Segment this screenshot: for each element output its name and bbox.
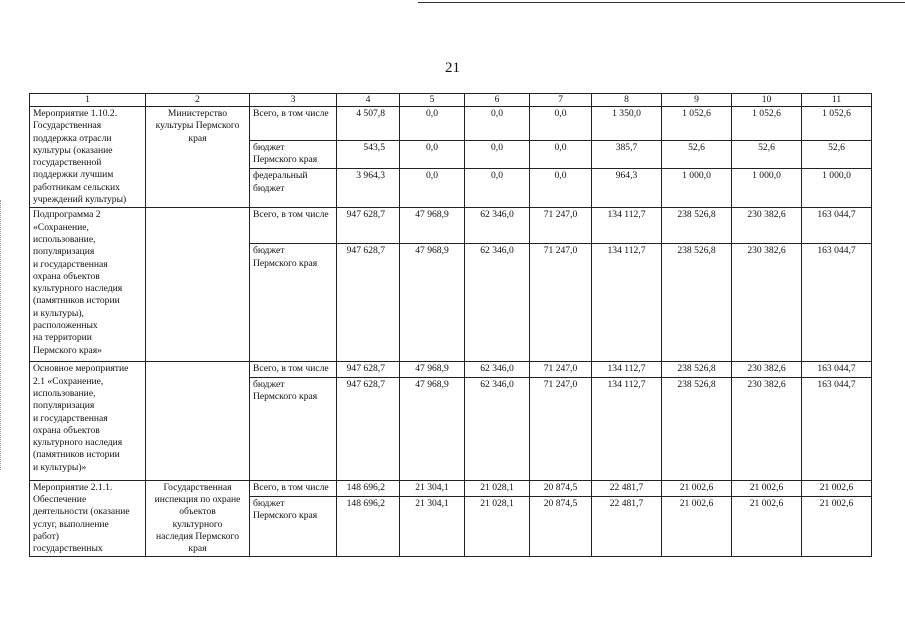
amount-cell: 0,0	[530, 140, 592, 168]
amount-cell: 21 002,6	[662, 480, 732, 496]
column-header: 11	[802, 94, 872, 107]
funding-source-cell: бюджет Пермского края	[250, 377, 337, 480]
measure-cell: Основное мероприятие 2.1 «Сохранение, использование, популяризация и государственная охрана объектов культурного наследия (памятников истории и культуры)»	[30, 362, 146, 480]
amount-cell: 1 052,6	[732, 107, 802, 141]
column-header: 1	[30, 94, 146, 107]
amount-cell: 163 044,7	[802, 377, 872, 480]
top-rule	[418, 2, 905, 3]
amount-cell: 21 028,1	[465, 480, 530, 496]
amount-cell: 0,0	[465, 140, 530, 168]
amount-cell: 47 968,9	[400, 208, 465, 244]
column-header: 2	[146, 94, 250, 107]
amount-cell: 22 481,7	[592, 480, 662, 496]
amount-cell: 20 874,5	[530, 480, 592, 496]
amount-cell: 71 247,0	[530, 377, 592, 480]
table-row	[30, 362, 872, 377]
amount-cell: 0,0	[400, 107, 465, 141]
amount-cell: 21 304,1	[400, 480, 465, 496]
amount-cell: 134 112,7	[592, 377, 662, 480]
amount-cell: 62 346,0	[465, 208, 530, 244]
funding-source-cell: Всего, в том числе	[250, 107, 337, 141]
amount-cell: 21 002,6	[732, 480, 802, 496]
amount-cell: 385,7	[592, 140, 662, 168]
amount-cell: 148 696,2	[337, 497, 400, 557]
amount-cell: 230 382,6	[732, 208, 802, 244]
amount-cell: 0,0	[530, 169, 592, 208]
funding-source-cell: бюджет Пермского края	[250, 244, 337, 362]
amount-cell: 62 346,0	[465, 244, 530, 362]
amount-cell: 0,0	[400, 140, 465, 168]
amount-cell: 47 968,9	[400, 377, 465, 480]
funding-source-cell: Всего, в том числе	[250, 208, 337, 244]
column-header: 5	[400, 94, 465, 107]
amount-cell: 964,3	[592, 169, 662, 208]
amount-cell: 47 968,9	[400, 362, 465, 377]
table-row	[30, 208, 872, 244]
amount-cell: 21 002,6	[802, 480, 872, 496]
amount-cell: 1 350,0	[592, 107, 662, 141]
amount-cell: 1 052,6	[662, 107, 732, 141]
column-header: 6	[465, 94, 530, 107]
executor-cell	[146, 362, 250, 480]
column-header: 7	[530, 94, 592, 107]
table-row	[30, 107, 872, 141]
measure-cell: Подпрограмма 2 «Сохранение, использование, популяризация и государственная охрана объектов культурного наследия (памятников истории и культуры), расположенных на территории Пермского края»	[30, 208, 146, 362]
measure-cell: Мероприятие 1.10.2. Государственная поддержка отрасли культуры (оказание государственной поддержки лучшим работникам сельских учреждений культуры)	[30, 107, 146, 208]
amount-cell: 134 112,7	[592, 208, 662, 244]
amount-cell: 22 481,7	[592, 497, 662, 557]
amount-cell: 230 382,6	[732, 244, 802, 362]
amount-cell: 163 044,7	[802, 244, 872, 362]
amount-cell: 71 247,0	[530, 208, 592, 244]
executor-cell	[146, 208, 250, 362]
column-header: 9	[662, 94, 732, 107]
amount-cell: 148 696,2	[337, 480, 400, 496]
funding-source-cell: федеральный бюджет	[250, 169, 337, 208]
amount-cell: 543,5	[337, 140, 400, 168]
header-row	[30, 94, 872, 107]
amount-cell: 230 382,6	[732, 377, 802, 480]
amount-cell: 230 382,6	[732, 362, 802, 377]
amount-cell: 21 002,6	[662, 497, 732, 557]
funding-source-cell: бюджет Пермского края	[250, 497, 337, 557]
amount-cell: 71 247,0	[530, 362, 592, 377]
amount-cell: 0,0	[530, 107, 592, 141]
page-edge	[0, 200, 1, 470]
measure-cell: Мероприятие 2.1.1. Обеспечение деятельности (оказание услуг, выполнение работ) государственных	[30, 480, 146, 557]
column-header: 10	[732, 94, 802, 107]
amount-cell: 1 052,6	[802, 107, 872, 141]
amount-cell: 20 874,5	[530, 497, 592, 557]
table-row	[30, 480, 872, 496]
amount-cell: 134 112,7	[592, 244, 662, 362]
amount-cell: 21 002,6	[732, 497, 802, 557]
amount-cell: 238 526,8	[662, 377, 732, 480]
amount-cell: 62 346,0	[465, 362, 530, 377]
amount-cell: 947 628,7	[337, 244, 400, 362]
amount-cell: 238 526,8	[662, 362, 732, 377]
amount-cell: 47 968,9	[400, 244, 465, 362]
amount-cell: 1 000,0	[732, 169, 802, 208]
funding-source-cell: Всего, в том числе	[250, 362, 337, 377]
amount-cell: 52,6	[732, 140, 802, 168]
amount-cell: 21 304,1	[400, 497, 465, 557]
funding-source-cell: бюджет Пермского края	[250, 140, 337, 168]
column-header: 4	[337, 94, 400, 107]
column-header: 3	[250, 94, 337, 107]
amount-cell: 947 628,7	[337, 377, 400, 480]
amount-cell: 163 044,7	[802, 208, 872, 244]
amount-cell: 52,6	[802, 140, 872, 168]
executor-cell: Государственная инспекция по охране объектов культурного наследия Пермского края	[146, 480, 250, 557]
budget-table	[29, 93, 872, 557]
amount-cell: 71 247,0	[530, 244, 592, 362]
amount-cell: 0,0	[465, 107, 530, 141]
funding-source-cell: Всего, в том числе	[250, 480, 337, 496]
amount-cell: 947 628,7	[337, 362, 400, 377]
executor-cell: Министерство культуры Пермского края	[146, 107, 250, 208]
amount-cell: 238 526,8	[662, 208, 732, 244]
amount-cell: 1 000,0	[662, 169, 732, 208]
column-header: 8	[592, 94, 662, 107]
page-number: 21	[445, 60, 460, 76]
amount-cell: 3 964,3	[337, 169, 400, 208]
amount-cell: 52,6	[662, 140, 732, 168]
amount-cell: 21 002,6	[802, 497, 872, 557]
amount-cell: 62 346,0	[465, 377, 530, 480]
amount-cell: 1 000,0	[802, 169, 872, 208]
amount-cell: 238 526,8	[662, 244, 732, 362]
amount-cell: 4 507,8	[337, 107, 400, 141]
amount-cell: 947 628,7	[337, 208, 400, 244]
amount-cell: 134 112,7	[592, 362, 662, 377]
amount-cell: 0,0	[400, 169, 465, 208]
amount-cell: 0,0	[465, 169, 530, 208]
amount-cell: 21 028,1	[465, 497, 530, 557]
amount-cell: 163 044,7	[802, 362, 872, 377]
